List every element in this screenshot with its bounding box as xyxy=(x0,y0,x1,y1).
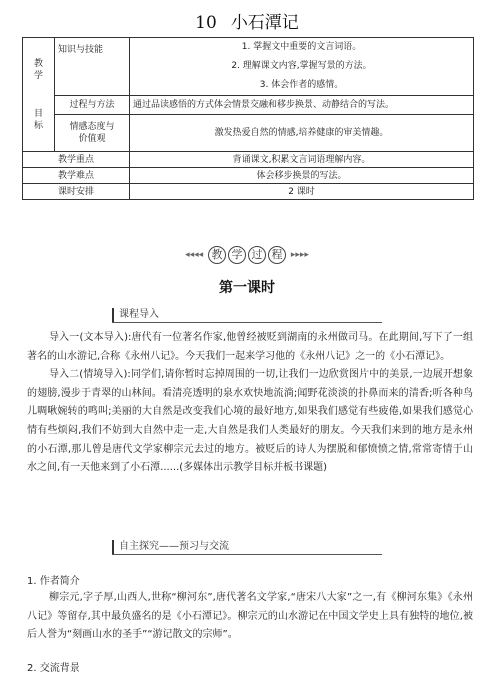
knowledge-row xyxy=(23,38,474,96)
process-text: 通过品读感悟的方式体会情景交融和移步换景、动静结合的写法。 xyxy=(130,96,474,115)
obj-char-1: 教 xyxy=(33,58,43,69)
author-intro-paragraph xyxy=(27,589,473,645)
emotion-label-line-1: 情感态度与 xyxy=(69,122,115,132)
section-bar-icon xyxy=(112,540,114,554)
emotion-text: 激发热爱自然的情感,培养健康的审美情趣。 xyxy=(130,115,474,152)
emotion-label-line-2: 价值观 xyxy=(78,134,106,144)
process-label: 过程与方法 xyxy=(55,96,130,115)
key-point-row xyxy=(23,152,474,168)
knowledge-label: 知识与技能 xyxy=(55,38,130,96)
section-heading-explore xyxy=(112,540,382,554)
obj-char-2: 学 xyxy=(33,70,43,81)
section-bar-icon xyxy=(112,308,114,322)
lesson-number: 10 xyxy=(195,13,217,33)
intro-paragraph-2: 导入二(情境导入):同学们,请你暂时忘掉周围的一切,让我们一边欣赏图片中的美景,一边展开想象的翅膀,漫步于青翠的山林间。看清亮透明的泉水欢快地流淌;闻野花淡淡的扑鼻而来的清香;听各种鸟儿啁啾婉转的鸣叫;美丽的大自然是改变我们心境的最好地方,如果我们感觉有些疲倦,如果我们感觉心情有些烦闷,我们不妨到大自然中走一走,大自然是我们人类最好的朋友。今天我们来到的地方是永州的小石潭,那儿曾是唐代文学家柳宗元去过的地方。被贬后的诗人为摆脱和郁愤愤之情,常常寄情于山水之间,有一天他来到了小石潭......(多媒体出示教学目标并板书课题) xyxy=(27,369,473,474)
difficulty-value: 体会移步换景的写法。 xyxy=(130,168,474,184)
process-banner xyxy=(0,246,494,264)
intro-paragraph-1: 导入一(文本导入):唐代有一位著名作家,他曾经被贬到湖南的永州做司马。在此期间,写下了一组著名的山水游记,合称《永州八记》。今天我们一起来学习他的《永州八记》之一的《小石潭记》。 xyxy=(27,332,473,362)
process-row xyxy=(23,96,474,115)
lesson-period-title: 第一课时 xyxy=(219,280,275,296)
obj-char-4: 标 xyxy=(33,120,43,131)
emotion-row xyxy=(23,115,474,152)
author-intro-title: 1. 作者简介 xyxy=(27,576,80,587)
banner-right-arrows-icon: ▸▸▸▸ xyxy=(290,250,309,260)
section-heading-intro-label: 课程导入 xyxy=(119,309,159,320)
key-point-label: 教学重点 xyxy=(23,152,130,168)
emotion-label xyxy=(55,115,130,152)
schedule-row xyxy=(23,184,474,200)
banner-char-3: 过 xyxy=(248,246,266,264)
banner-left-arrows-icon: ◂◂◂◂ xyxy=(185,250,204,260)
obj-char-3: 目 xyxy=(33,108,43,119)
difficulty-row xyxy=(23,168,474,184)
banner-char-4: 程 xyxy=(268,246,286,264)
difficulty-label: 教学难点 xyxy=(23,168,130,184)
key-point-value: 背诵课文,积累文言词语理解内容。 xyxy=(130,152,474,168)
knowledge-item-1: 1. 掌握文中重要的文言词语。 xyxy=(241,42,362,52)
author-intro-text: 柳宗元,字子厚,山西人,世称“柳河东”,唐代著名文学家,“唐宋八大家”之一,有《柳河东集》《永州八记》等留存,其中最负盛名的是《小石潭记》。柳宗元的山水游记在中国文学史上具有独特的地位,被后人誉为“刻画山水的圣手”“游记散文的宗师”。 xyxy=(27,592,473,641)
schedule-label: 课时安排 xyxy=(23,184,130,200)
background-title: 2. 交流背景 xyxy=(27,663,80,674)
lesson-name: 小石潭记 xyxy=(230,13,299,33)
knowledge-item-2: 2. 理解课文内容,掌握写景的方法。 xyxy=(231,61,372,71)
knowledge-item-3: 3. 体会作者的感情。 xyxy=(259,80,344,90)
banner-char-2: 学 xyxy=(228,246,246,264)
section-heading-explore-label: 自主探究——预习与交流 xyxy=(119,541,229,552)
banner-char-1: 教 xyxy=(208,246,226,264)
objectives-group-label xyxy=(23,38,55,152)
knowledge-items xyxy=(130,38,474,96)
schedule-value: 2 课时 xyxy=(130,184,474,200)
teaching-plan-table xyxy=(22,37,474,200)
section-heading-intro xyxy=(112,308,382,322)
lesson-title xyxy=(0,8,494,33)
intro-paragraphs xyxy=(27,329,473,478)
